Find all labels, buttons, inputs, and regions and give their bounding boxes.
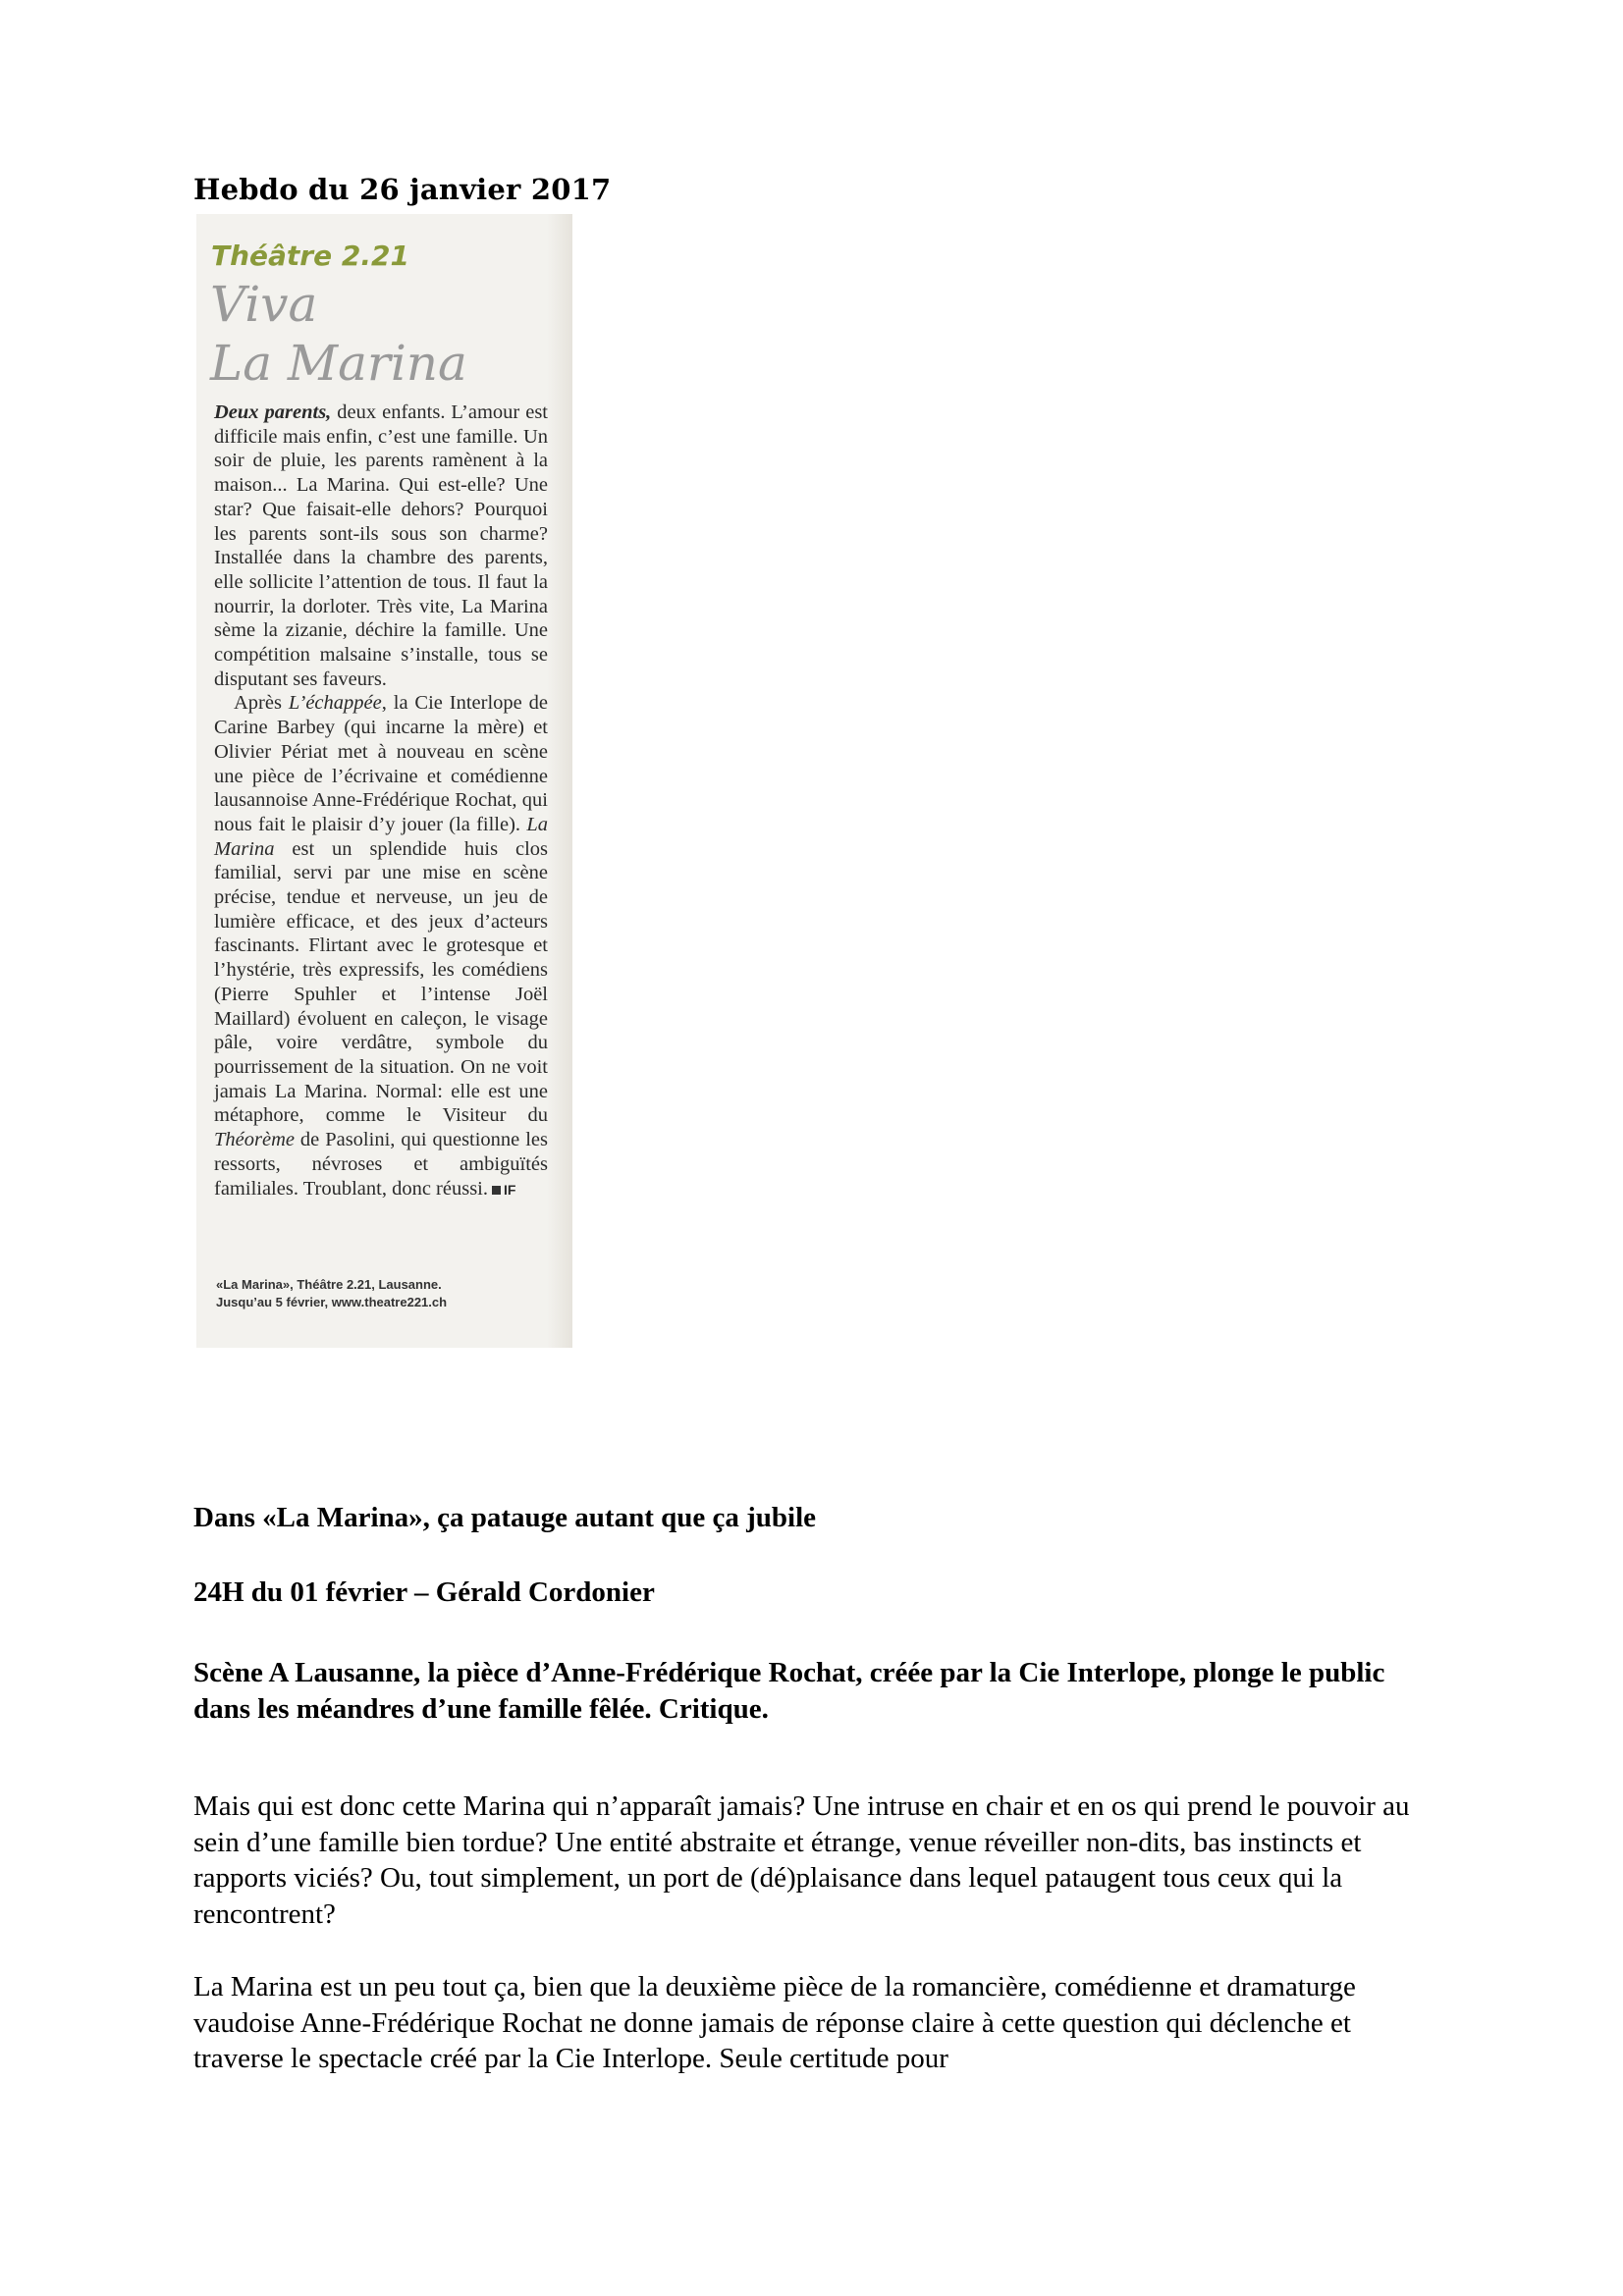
clipping-text-segment: , la Cie Interlope de Carine Barbey (qui incarne la mère) et Olivier Périat met à nouveau en scène une pièce de l’écrivaine et comédienne lausannoise Anne-Frédérique Rochat, qui nous fait le plaisir d’y jouer (la fille). xyxy=(214,692,549,835)
clipping-body xyxy=(214,400,548,1201)
clipping-lead: Deux parents, xyxy=(214,401,332,423)
clipping-title xyxy=(210,275,467,393)
clipping-shadow-edge xyxy=(547,214,572,1348)
clipping-paragraph-1-text: deux enfants. L’amour est difficile mais enfin, c’est une famille. Un soir de pluie, les parents ramènent à la maison... La Marina. Qui est-elle? Une star? Que faisait-elle dehors? Pourquoi les parents sont-ils sous son charme? Installée dans la chambre des parents, elle sollicite l’attention de tous. Il faut la nourrir, la dorloter. Très vite, La Marina sème la zizanie, déchire la famille. Une compétition malsaine s’installe, tous se disputant ses faveurs. xyxy=(214,401,548,690)
clipping-italic-title: Théorème xyxy=(214,1129,295,1151)
article-lead: Scène A Lausanne, la pièce d’Anne-Frédérique Rochat, créée par la Cie Interlope, plonge le public dans les méandres d’une famille fêlée. Critique. xyxy=(193,1657,1385,1725)
clipping-paragraph-2 xyxy=(214,691,548,1201)
end-mark-square-icon xyxy=(492,1186,501,1195)
clipping-paragraph-1 xyxy=(214,400,548,691)
hebdo-heading: Hebdo du 26 janvier 2017 xyxy=(193,173,612,206)
clipping-text-segment: est un splendide huis clos familial, servi par une mise en scène précise, tendue et nerveuse, un jeu de lumière efficace, et des jeux d’acteurs fascinants. Flirtant avec le grotesque et l’hystérie, très expressifs, les comédiens (Pierre Spuhler et l’intense Joël Maillard) évoluent en caleçon, le visage pâle, voire verdâtre, symbole du pourrissement de la situation. On ne voit jamais La Marina. Normal: elle est une métaphore, comme le Visiteur du xyxy=(214,837,548,1127)
newspaper-clipping xyxy=(196,214,572,1348)
clipping-text-segment: de Pasolini, qui questionne les ressorts, névroses et ambiguïtés familiales. Troublant, donc réussi. xyxy=(214,1129,548,1200)
clipping-italic-title: L’échappée xyxy=(288,692,382,715)
article-paragraph: La Marina est un peu tout ça, bien que la deuxième pièce de la romancière, comédienne et dramaturge vaudoise Anne-Frédérique Rochat ne donne jamais de réponse claire à cette question qui déclenche et traverse le spectacle créé par la Cie Interlope. Seule certitude pour xyxy=(193,1971,1356,2074)
clipping-section-label: Théâtre 2.21 xyxy=(211,240,409,272)
article-source: 24H du 01 février – Gérald Cordonier xyxy=(193,1576,655,1608)
article-body xyxy=(193,1789,1431,2077)
clipping-text-segment: Après xyxy=(234,692,282,715)
clipping-title-line-2: La Marina xyxy=(210,335,467,392)
article-paragraph: Mais qui est donc cette Marina qui n’apparaît jamais? Une intruse en chair et en os qui prend le pouvoir au sein d’une famille bien tordue? Une entité abstraite et étrange, venue réveiller non-dits, bas instincts et rapports viciés? Ou, tout simplement, un port de (dé)plaisance dans lequel pataugent tous ceux qui la rencontrent? xyxy=(193,1790,1410,1930)
clipping-italic-title: La Marina xyxy=(214,813,548,860)
clipping-footer xyxy=(216,1276,447,1311)
article-headline: Dans «La Marina», ça patauge autant que ça jubile xyxy=(193,1502,817,1533)
clipping-signature: IF xyxy=(504,1181,516,1198)
clipping-footer-line-2: Jusqu’au 5 février, www.theatre221.ch xyxy=(216,1295,448,1309)
clipping-title-line-1: Viva xyxy=(210,276,318,333)
clipping-footer-line-1: «La Marina», Théâtre 2.21, Lausanne. xyxy=(216,1277,442,1292)
